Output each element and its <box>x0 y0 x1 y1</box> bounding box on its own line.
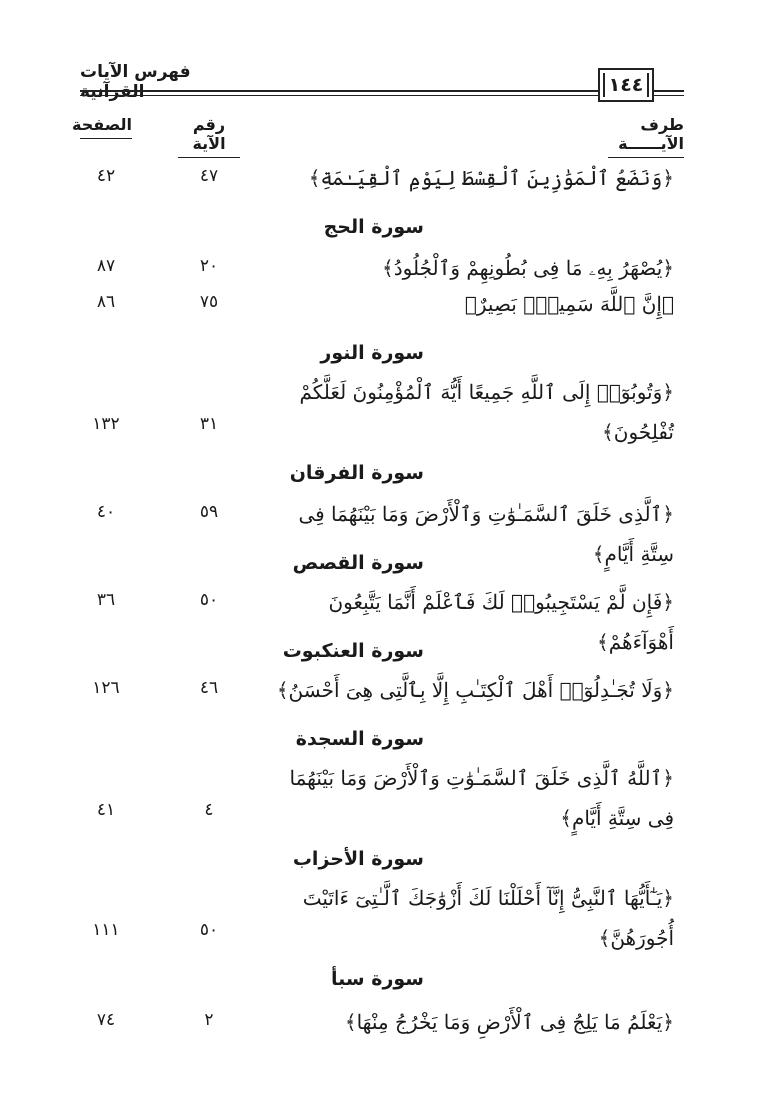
surah-heading: سورة السجدة <box>295 728 424 750</box>
ayah-number: ٤٦ <box>199 678 219 698</box>
page-ref: ٨٧ <box>96 256 116 276</box>
surah-heading: سورة العنكبوت <box>282 640 424 662</box>
verse-text: ﴿ٱلَّذِى خَلَقَ ٱلسَّمَـٰوَٰتِ وَٱلْأَرْضَ وَمَا بَيْنَهُمَا فِى سِتَّةِ أَيَّامٍ﴾ <box>298 502 674 566</box>
surah-heading: سورة النور <box>320 342 424 364</box>
ayah-number: ٧٥ <box>199 292 219 312</box>
page-ref: ٧٤ <box>96 1010 116 1030</box>
header-rule-right <box>654 90 684 92</box>
page-ref: ٣٦ <box>96 590 116 610</box>
verse-text: ﴿وَلَا تُجَـٰدِلُوٓا۟ أَهْلَ ٱلْكِتَـٰبِ إِلَّا بِٱلَّتِى هِىَ أَحْسَنُ﴾ <box>276 678 674 702</box>
page-ref: ٤١ <box>96 800 116 820</box>
verse-text: ﴿وَتُوبُوٓا۟ إِلَى ٱللَّهِ جَمِيعًا أَيُّهَ ٱلْمُؤْمِنُونَ لَعَلَّكُمْ تُفْلِحُونَ﴾ <box>299 380 674 444</box>
page-ref: ٤٢ <box>96 166 116 186</box>
page-ref: ١٣٢ <box>92 414 120 434</box>
surah-heading: سورة الحج <box>323 216 424 238</box>
ayah-number: ٣١ <box>199 414 219 434</box>
surah-heading: سورة القصص <box>292 552 424 574</box>
running-header-title: فهرس الآيات القرآنية <box>80 62 191 102</box>
verse-text: ﴿إِنَّ ٱللَّهَ سَمِيعٌۢ بَصِيرٌ﴾ <box>464 292 674 316</box>
column-header-page: الصفحة <box>80 115 132 139</box>
header-rule-right-thin <box>654 95 684 96</box>
verse-text: ﴿يَـٰٓأَيُّهَا ٱلنَّبِىُّ إِنَّآ أَحْلَلْنَا لَكَ أَزْوَٰجَكَ ٱلَّـٰتِىٓ ءَاتَيْتَ أُجُورَهُنَّ﴾ <box>302 886 674 950</box>
page-ref: ١١١ <box>92 920 120 940</box>
ayah-number: ٢ <box>204 1010 214 1030</box>
verse-text: ﴿ٱللَّهُ ٱلَّذِى خَلَقَ ٱلسَّمَـٰوَٰتِ وَٱلْأَرْضَ وَمَا بَيْنَهُمَا فِى سِتَّةِ أَيَّامٍ﴾ <box>289 766 674 830</box>
column-header-verse: طرف الآيــــــة <box>608 115 684 158</box>
verse-text: ﴿يَعْلَمُ مَا يَلِجُ فِى ٱلْأَرْضِ وَمَا يَخْرُجُ مِنْهَا﴾ <box>344 1010 674 1034</box>
verse-text: ﴿وَنَضَعُ ٱلْمَوَٰزِينَ ٱلْقِسْطَ لِيَوْمِ ٱلْقِيَـٰمَةِ﴾ <box>308 166 674 190</box>
ayah-number: ٤ <box>204 800 214 820</box>
surah-heading: سورة الفرقان <box>289 462 424 484</box>
header-rule-thin <box>80 95 598 96</box>
verse-text: ﴿يُصْهَرُ بِهِۦ مَا فِى بُطُونِهِمْ وَٱلْجُلُودُ﴾ <box>382 256 674 280</box>
column-header-ayah-number: رقم الآية <box>178 115 240 158</box>
surah-heading: سورة سبأ <box>331 968 424 990</box>
page-ref: ١٢٦ <box>92 678 120 698</box>
page-number-frame <box>598 68 654 102</box>
ayah-number: ٤٧ <box>199 166 219 186</box>
ayah-number: ٥٠ <box>199 920 219 940</box>
verse-text: ﴿فَإِن لَّمْ يَسْتَجِيبُوا۟ لَكَ فَٱعْلَمْ أَنَّمَا يَتَّبِعُونَ أَهْوَآءَهُمْ﴾ <box>328 590 674 654</box>
page-ref: ٤٠ <box>96 502 116 522</box>
surah-heading: سورة الأحزاب <box>292 848 424 870</box>
ayah-number: ٢٠ <box>199 256 219 276</box>
ayah-number: ٥٩ <box>199 502 219 522</box>
page-number: ١٤٤ <box>603 73 649 97</box>
page-ref: ٨٦ <box>96 292 116 312</box>
ayah-number: ٥٠ <box>199 590 219 610</box>
header-rule <box>80 90 598 92</box>
